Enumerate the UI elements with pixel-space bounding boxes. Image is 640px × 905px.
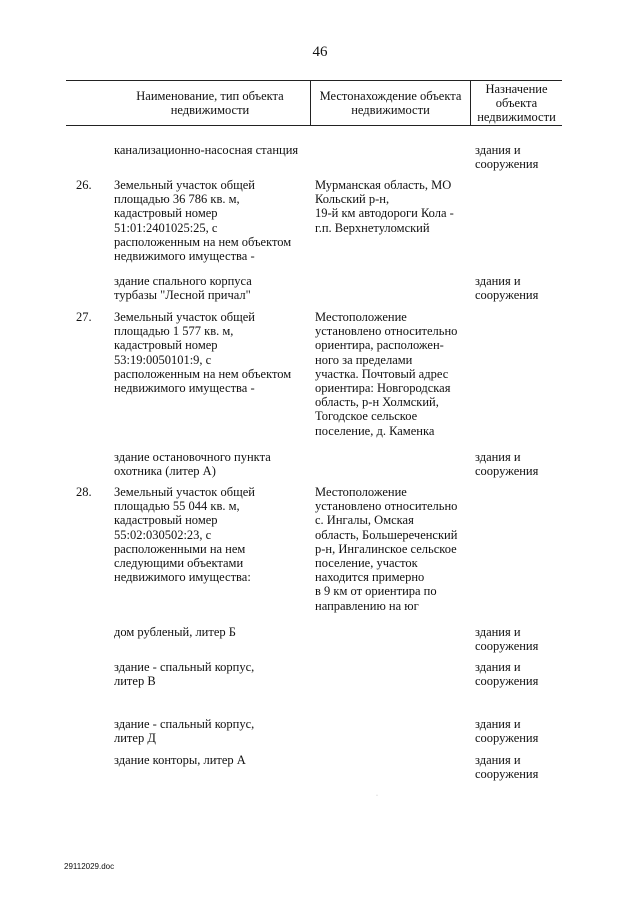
object-name: дом рубленый, литер Б bbox=[114, 625, 236, 639]
object-location: Мурманская область, МО Кольский р-н, 19-й км автодороги Кола - г.п. Верхнетуломский bbox=[315, 178, 454, 235]
row-number: 27. bbox=[76, 310, 92, 324]
object-location: Местоположение установлено относительно с. Ингалы, Омская область, Большереченский р-н, Ингалинское сельское поселение, участок находится примерно в 9 км от ориентира по направлению на юг bbox=[315, 485, 458, 613]
object-purpose: здания и сооружения bbox=[475, 143, 539, 172]
row-number: 28. bbox=[76, 485, 92, 499]
header-name-type: Наименование, тип объекта недвижимости bbox=[136, 89, 284, 117]
land-plot-description: Земельный участок общей площадью 1 577 кв. м, кадастровый номер 53:19:0050101:9, с расположенным на нем объектом недвижимого имущества - bbox=[114, 310, 292, 396]
object-purpose: здания и сооружения bbox=[475, 660, 539, 689]
object-name: здание - спальный корпус, литер Д bbox=[114, 717, 255, 746]
object-purpose: здания и сооружения bbox=[475, 753, 539, 782]
object-purpose: здания и сооружения bbox=[475, 274, 539, 303]
object-name: здание спального корпуса турбазы "Лесной причал" bbox=[114, 274, 252, 303]
row-number: 26. bbox=[76, 178, 92, 192]
object-location: Местоположение установлено относительно ориентира, расположен- ного за пределами участка. Почтовый адрес ориентира: Новгородская область, р-н Холмский, Тогодское сельское поселение, д. Каменка bbox=[315, 310, 458, 438]
scan-speck: · bbox=[376, 793, 378, 799]
object-purpose: здания и сооружения bbox=[475, 717, 539, 746]
object-name: здание - спальный корпус, литер В bbox=[114, 660, 255, 689]
object-name: здание остановочного пункта охотника (литер А) bbox=[114, 450, 271, 479]
header-location: Местонахождение объекта недвижимости bbox=[319, 89, 462, 117]
land-plot-description: Земельный участок общей площадью 55 044 кв. м, кадастровый номер 55:02:030502:23, с расположенными на нем следующими объектами недвижимого имущества: bbox=[114, 485, 255, 585]
page-number: 46 bbox=[312, 44, 328, 60]
land-plot-description: Земельный участок общей площадью 36 786 кв. м, кадастровый номер 51:01:2401025:25, с расположенным на нем объектом недвижимого имущества - bbox=[114, 178, 292, 264]
footer-filename: 29112029.doc bbox=[64, 862, 115, 871]
header-purpose: Назначение объекта недвижимости bbox=[477, 82, 556, 124]
object-name: канализационно-насосная станция bbox=[114, 143, 299, 157]
object-purpose: здания и сооружения bbox=[475, 625, 539, 654]
object-name: здание конторы, литер А bbox=[114, 753, 246, 767]
object-purpose: здания и сооружения bbox=[475, 450, 539, 479]
